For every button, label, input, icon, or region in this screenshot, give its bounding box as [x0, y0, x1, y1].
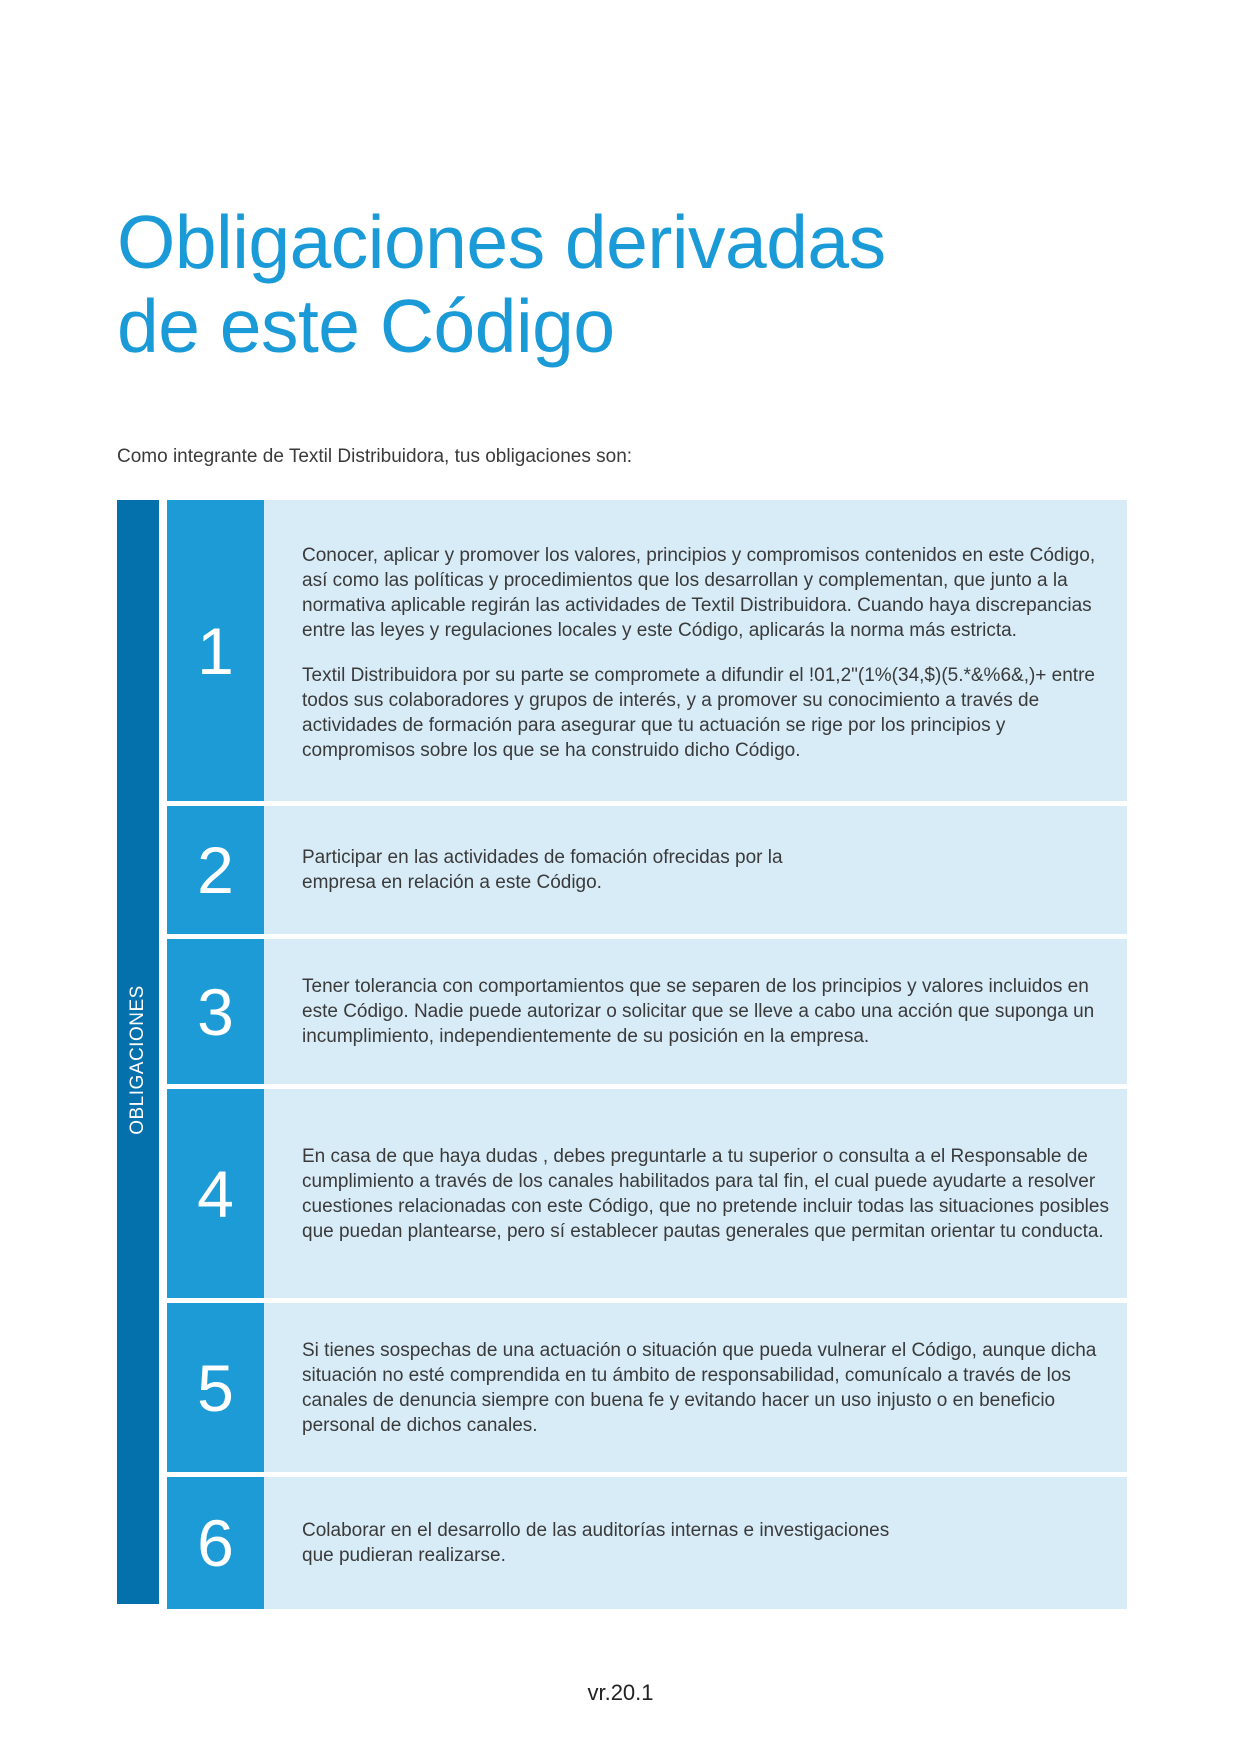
obligation-number-cell — [167, 1477, 264, 1609]
obligation-number-cell — [167, 1089, 264, 1298]
obligation-text — [264, 939, 1127, 1084]
page-title-line-1: Obligaciones derivadas — [117, 200, 886, 284]
obligation-text — [264, 500, 1127, 801]
obligation-paragraph: Participar en las actividades de fomación ofrecidas por la empresa en relación a este Código. — [302, 847, 783, 893]
obligation-row-3 — [167, 939, 1127, 1084]
obligation-text — [264, 1477, 1127, 1609]
obligation-number: 6 — [197, 1506, 234, 1580]
obligation-text — [264, 1303, 1127, 1472]
page-title — [117, 200, 1117, 368]
obligation-paragraph: Tener tolerancia con comportamientos que se separen de los principios y valores incluidos en este Código. Nadie puede autorizar o solicitar que se lleve a cabo una acción que suponga un incumplimiento, independientemente de su posición en la empresa. — [302, 976, 1095, 1047]
obligation-paragraph: En casa de que haya dudas , debes preguntarle a tu superior o consulta a el Responsable de cumplimiento a través de los canales habilitados para tal fin, el cual puede ayudarte a resolver cuestiones relacionadas con este Código, que no pretende incluir todas las situaciones posibles que puedan plantearse, pero sí establecer pautas generales que permitan orientar tu conducta. — [302, 1145, 1109, 1242]
obligation-row-4 — [167, 1089, 1127, 1298]
obligation-number: 3 — [197, 974, 234, 1049]
version-label: vr.20.1 — [587, 1680, 654, 1705]
obligation-row-5 — [167, 1303, 1127, 1472]
obligation-paragraph: Colaborar en el desarrollo de las auditorías internas e investigaciones que pudieran realizarse. — [302, 1520, 890, 1566]
obligation-number-cell — [167, 806, 264, 934]
obligation-row-1 — [167, 500, 1127, 801]
obligation-row-6 — [167, 1477, 1127, 1609]
obligation-number: 2 — [197, 833, 234, 907]
obligation-number-cell — [167, 939, 264, 1084]
page-title-line-2: de este Código — [117, 284, 615, 368]
obligation-number-cell — [167, 1303, 264, 1472]
obligation-number: 4 — [197, 1156, 234, 1231]
obligation-text — [264, 1089, 1127, 1298]
obligation-paragraph: Conocer, aplicar y promover los valores, principios y compromisos contenidos en este Código, así como las políticas y procedimientos que los desarrollan y complementan, que junto a la normativa aplicable regirán las actividades de Textil Distribuidora. Cuando haya discrepancias entre las leyes y regulaciones locales y este Código, aplicarás la norma más estricta. — [302, 544, 1096, 641]
obligation-number: 1 — [197, 613, 234, 688]
obligation-number: 5 — [197, 1350, 234, 1425]
obligations-side-label: OBLIGACIONES — [127, 985, 148, 1135]
obligation-paragraph: Si tienes sospechas de una actuación o situación que pueda vulnerar el Código, aunque dicha situación no esté comprendida en tu ámbito de responsabilidad, comunícalo a través de los canales de denuncia siempre con buena fe y evitando hacer un uso injusto o en beneficio personal de dichos canales. — [302, 1339, 1097, 1436]
intro-text: Como integrante de Textil Distribuidora, tus obligaciones son: — [117, 446, 633, 467]
obligation-paragraph: Textil Distribuidora por su parte se compromete a difundir el !01,2"(1%(34,$)(5.*&%6&,)+ entre todos sus colaboradores y grupos de interés, y a promover su conocimiento a través de actividades de formación para asegurar que tu actuación se rige por los principios y compromisos sobre los que se ha construido dicho Código. — [302, 664, 1095, 761]
obligation-row-2 — [167, 806, 1127, 934]
obligations-list — [167, 500, 1127, 1609]
obligations-side-bar — [117, 500, 159, 1604]
obligation-text — [264, 806, 1127, 934]
obligation-number-cell — [167, 500, 264, 801]
